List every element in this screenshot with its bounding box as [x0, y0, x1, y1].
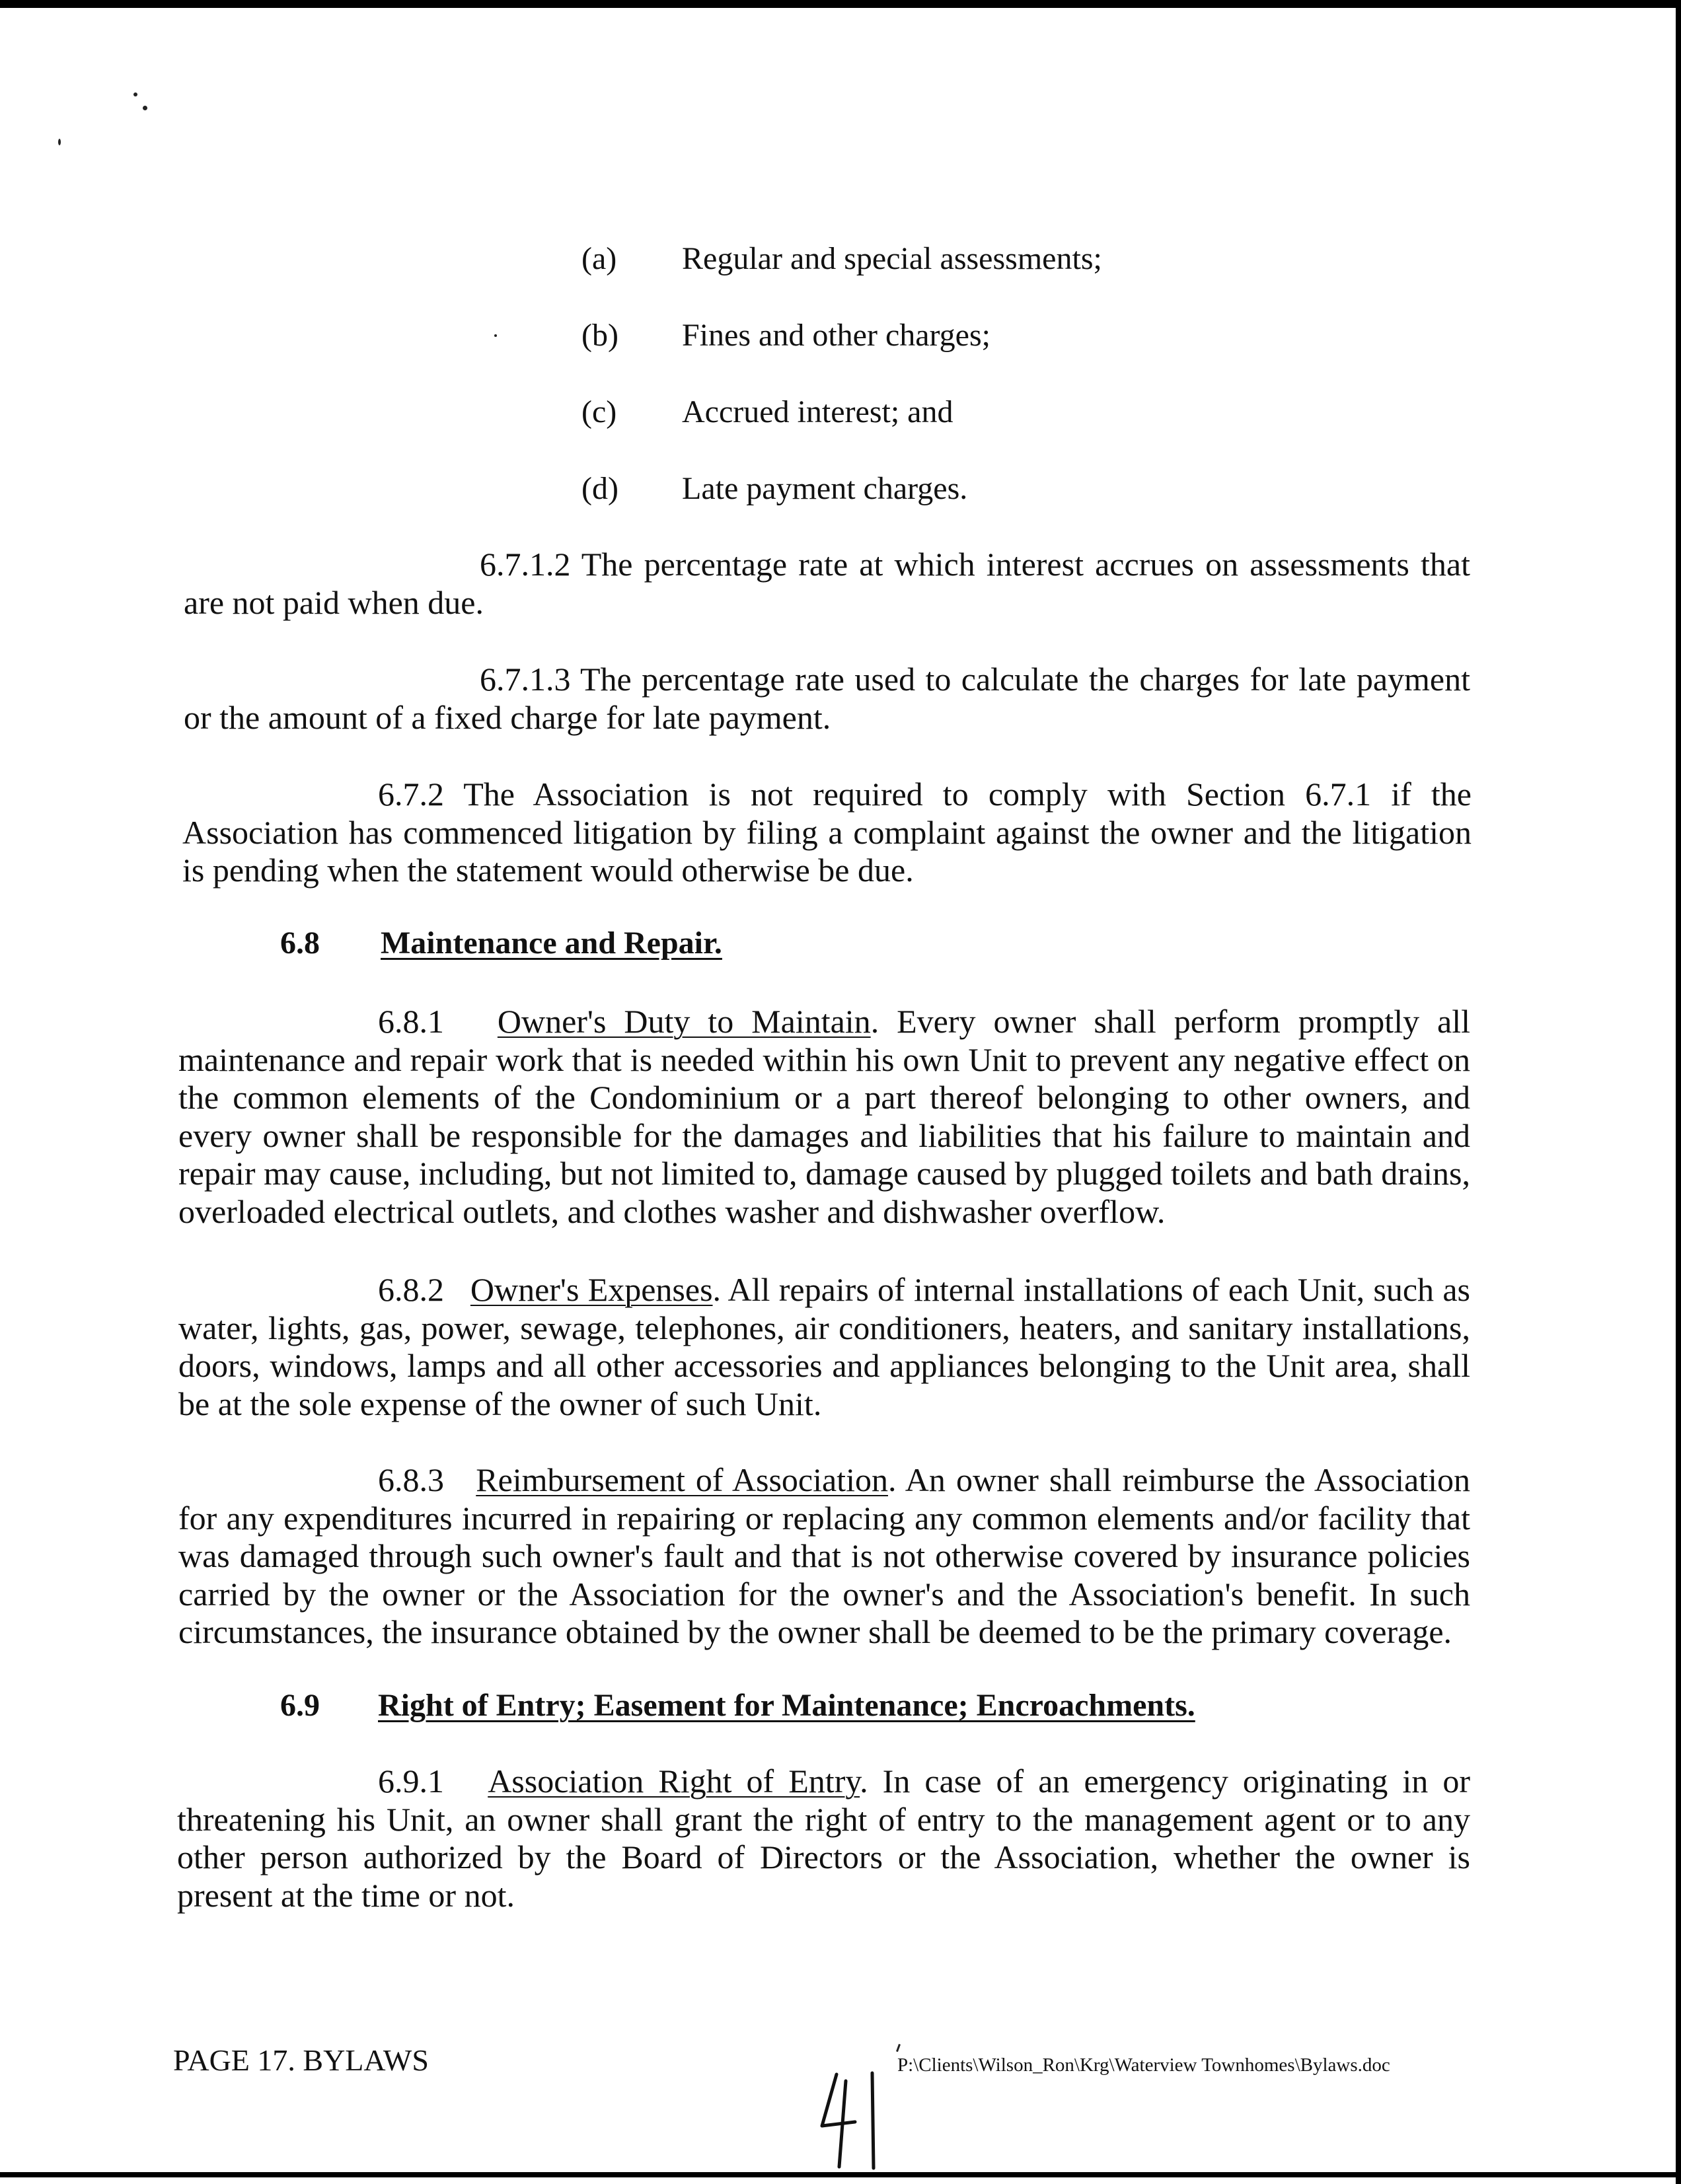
scan-speck: [133, 92, 137, 96]
paragraph-6-8-1: [178, 1003, 1470, 1231]
subsection-title: Owner's Duty to Maintain: [497, 1003, 871, 1040]
paragraph-text: 6.7.2 The Association is not required to comply with Section 6.7.1 if the Association has commenced litigation by filing a complaint against the owner and the litigation is pending when the statement would otherwise be due.: [182, 776, 1472, 889]
paragraph-6-7-1-3: [184, 661, 1470, 737]
subsection-number: 6.8.3: [378, 1461, 444, 1498]
paragraph-6-9-1: [177, 1763, 1470, 1914]
paragraph-6-7-2: [182, 776, 1472, 890]
handwritten-page-number: [817, 2061, 889, 2173]
list-item-text: Accrued interest; and: [682, 394, 953, 429]
subsection-title: Association Right of Entry: [488, 1763, 860, 1800]
section-number: 6.9: [280, 1688, 320, 1723]
list-item-label: (c): [581, 394, 617, 429]
scan-speck: [58, 139, 61, 145]
paragraph-6-8-2: [178, 1271, 1470, 1423]
list-item-label: (a): [581, 241, 617, 276]
paragraph-text: . In case of an emergency originating in or threatening his Unit, an owner shall grant the right of entry to the management agent or to any other person authorized by the Board of Directors or the Association, whether the owner is present at the time or not.: [177, 1763, 1471, 1914]
section-title: Maintenance and Repair.: [381, 926, 722, 961]
subsection-title: Reimbursement of Association: [476, 1461, 888, 1498]
list-item-label: (d): [581, 471, 618, 506]
scan-right-border: [1676, 0, 1681, 2184]
section-title: Right of Entry; Easement for Maintenance; Encroachments.: [378, 1688, 1195, 1723]
footer-tick: [896, 2044, 901, 2052]
list-item-text: Regular and special assessments;: [682, 241, 1102, 276]
list-item-text: Fines and other charges;: [682, 318, 990, 353]
paragraph-text: . All repairs of internal installations of each Unit, such as water, lights, gas, power, sewage, telephones, air conditioners, heaters, and sanitary installations, doors, windows, lamps and all other accessories and appliances belonging to the Unit area, shall be at the sole expense of the owner of such Unit.: [178, 1271, 1470, 1422]
paragraph-6-8-3: [178, 1461, 1470, 1652]
paragraph-6-7-1-2: [184, 546, 1470, 622]
subsection-number: 6.8.2: [378, 1271, 444, 1308]
footer-page-label: PAGE 17. BYLAWS: [173, 2043, 429, 2077]
paragraph-text: . Every owner shall perform promptly all maintenance and repair work that is needed within his own Unit to prevent any negative effect on the common elements of the Condominium or a part thereof belonging to other owners, and every owner shall be responsible for the damages and liabilities that his failure to maintain and repair may cause, including, but not limited to, damage caused by plugged toilets and bath drains, overloaded electrical outlets, and clothes washer and dishwasher overflow.: [178, 1003, 1471, 1230]
paragraph-text: 6.7.1.2 The percentage rate at which interest accrues on assessments that are not paid when due.: [184, 546, 1470, 621]
paragraph-text: . An owner shall reimburse the Association for any expenditures incurred in repairing or replacing any common elements and/or facility that was damaged through such owner's fault and that is not otherwise covered by insurance policies carried by the owner or the Association for the owner's and the Association's benefit. In such circumstances, the insurance obtained by the owner shall be deemed to be the primary coverage.: [178, 1461, 1470, 1650]
scan-top-border: [0, 0, 1681, 8]
paragraph-text: 6.7.1.3 The percentage rate used to calculate the charges for late payment or the amount of a fixed charge for late payment.: [184, 661, 1470, 736]
subsection-title: Owner's Expenses: [470, 1271, 713, 1308]
list-item-label: (b): [581, 318, 618, 353]
section-number: 6.8: [280, 926, 320, 961]
subsection-number: 6.9.1: [378, 1763, 444, 1800]
scan-speck: [494, 334, 497, 337]
list-item-text: Late payment charges.: [682, 471, 968, 506]
subsection-number: 6.8.1: [378, 1003, 444, 1040]
scan-speck: [143, 106, 147, 110]
footer-file-path: P:\Clients\Wilson_Ron\Krg\Waterview Townhomes\Bylaws.doc: [897, 2055, 1390, 2076]
